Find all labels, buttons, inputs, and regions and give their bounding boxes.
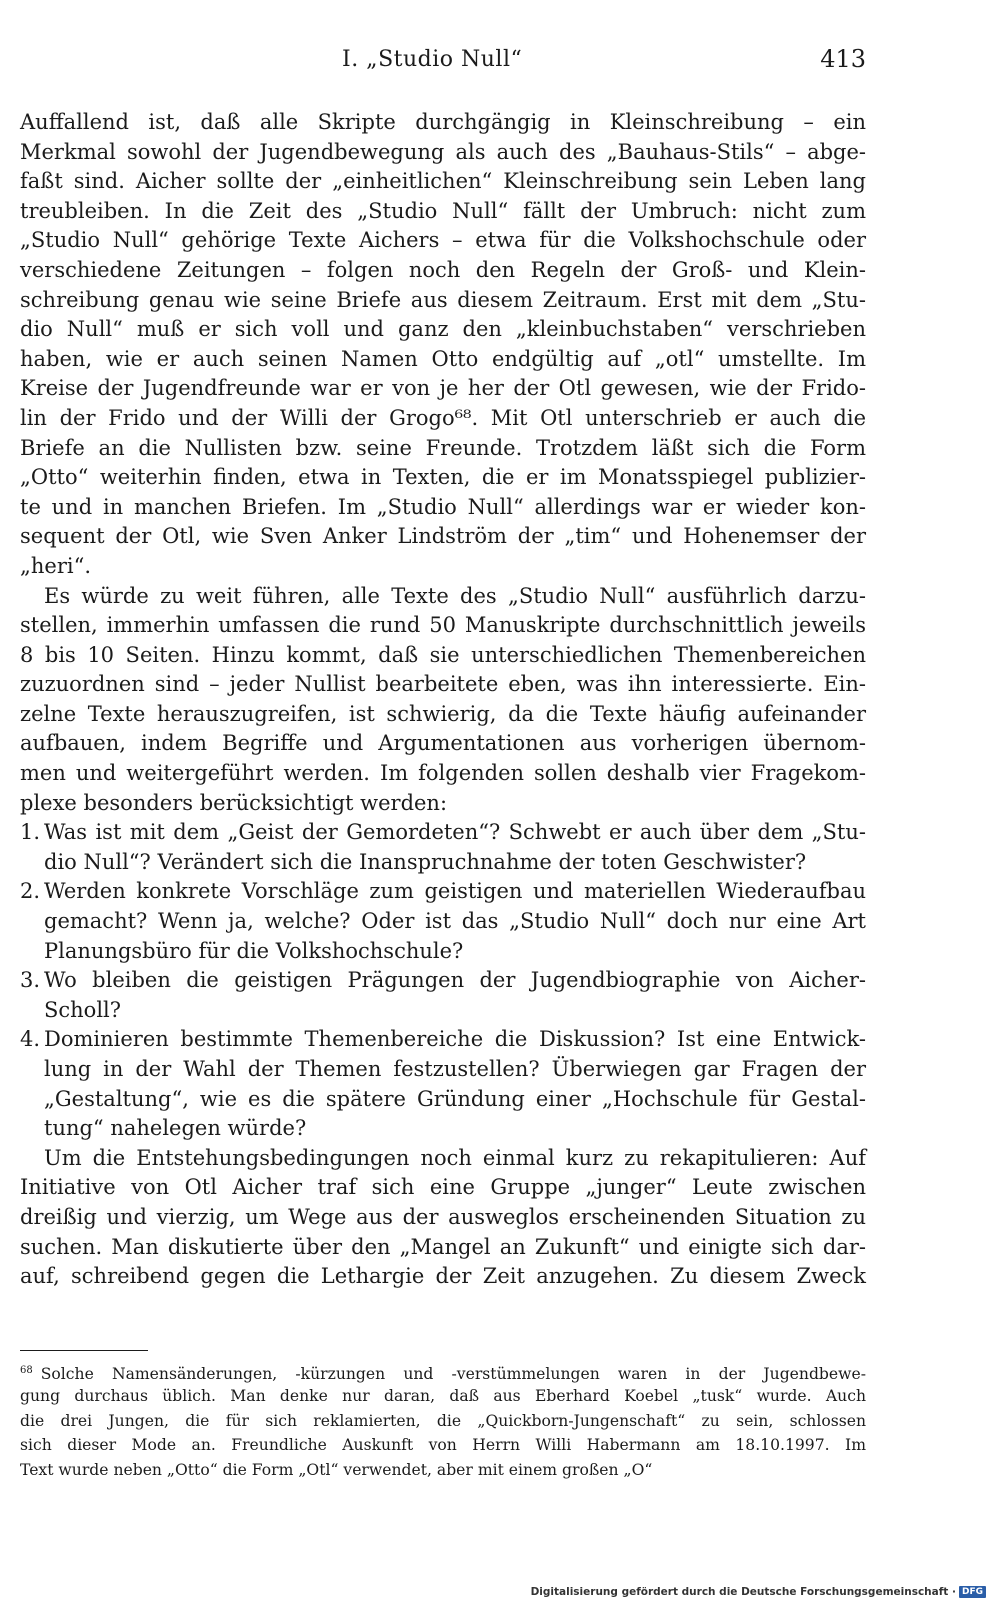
text-line: men und weitergeführt werden. Im folgenden sollen deshalb vier Fragekom-: [20, 761, 866, 786]
footnote-text: Solche Namensänderungen, -kürzungen und -verstümmelungen waren in der Jugendbewe-: [40, 1365, 866, 1384]
text-line: Briefe an die Nullisten bzw. seine Freunde. Trotzdem läßt sich die Form: [20, 435, 866, 460]
text-line: faßt sind. Aicher sollte der „einheitlichen“ Kleinschreibung sein Leben lang: [20, 169, 866, 194]
list-item-text: Werden konkrete Vorschläge zum geistigen und materiellen Wiederaufbau: [44, 879, 866, 904]
text-line: sequent der Otl, wie Sven Anker Lindström der „tim“ und Hohenemser der: [20, 524, 866, 549]
text-line: Merkmal sowohl der Jugendbewegung als auch des „Bauhaus-Stils“ – abge-: [20, 139, 866, 164]
list-item-text: Dominieren bestimmte Themenbereiche die Diskussion? Ist eine Entwick-: [44, 1027, 866, 1052]
text-line: treubleiben. In die Zeit des „Studio Null“ fällt der Umbruch: nicht zum: [20, 198, 866, 223]
digitization-credit: [531, 1586, 986, 1598]
text-line: tung“ nahelegen würde?: [44, 1116, 307, 1141]
list-number: 1.: [20, 820, 41, 845]
text-line: auf, schreibend gegen die Lethargie der Zeit anzugehen. Zu diesem Zweck: [20, 1264, 866, 1289]
footnote-divider: [20, 1350, 148, 1351]
text-line: Es würde zu weit führen, alle Texte des „Studio Null“ ausführlich darzu-: [44, 583, 866, 608]
text-line: zuzuordnen sind – jeder Nullist bearbeitete eben, was ihn interessierte. Ein-: [20, 672, 866, 697]
list-number: 4.: [20, 1027, 41, 1052]
body-text: [20, 108, 866, 1292]
text-line: aufbauen, indem Begriffe und Argumentationen aus vorherigen übernom-: [20, 731, 866, 756]
page-number: 413: [820, 45, 866, 73]
text-line: „Studio Null“ gehörige Texte Aichers – etwa für die Volkshochschule oder: [20, 228, 866, 253]
text-line: dreißig und vierzig, um Wege aus der ausweglos erscheinenden Situation zu: [20, 1204, 866, 1229]
footnotes: [20, 1359, 866, 1483]
list-item: [20, 818, 866, 848]
text-line: Auffallend ist, daß alle Skripte durchgängig in Kleinschreibung – ein: [20, 110, 866, 134]
text-line: te und in manchen Briefen. Im „Studio Null“ allerdings war er wieder kon-: [20, 494, 866, 519]
text-line: dio Null“? Verändert sich die Inanspruchnahme der toten Geschwister?: [44, 849, 807, 874]
list-item: [20, 966, 866, 996]
text-line: zelne Texte herauszugreifen, ist schwierig, da die Texte häufig aufeinander: [20, 701, 866, 726]
text-line: Planungsbüro für die Volkshochschule?: [44, 938, 464, 963]
running-head: I. „Studio Null“: [342, 47, 523, 72]
footnote-line: gung durchaus üblich. Man denke nur daran, daß aus Eberhard Koebel „tusk“ wurde. Auch: [20, 1386, 866, 1405]
list-number: 2.: [20, 879, 41, 904]
text-line: „heri“.: [20, 553, 91, 578]
text-line: Scholl?: [44, 997, 122, 1022]
list-item-text: Was ist mit dem „Geist der Gemordeten“? Schwebt er auch über dem „Stu-: [44, 820, 866, 845]
text-line: gemacht? Wenn ja, welche? Oder ist das „Studio Null“ doch nur eine Art: [44, 909, 866, 934]
text-line: plexe besonders berücksichtigt werden:: [20, 790, 448, 815]
footnote-mark: 68: [20, 1365, 33, 1376]
text-line: Um die Entstehungsbedingungen noch einmal kurz zu rekapitulieren: Auf: [44, 1145, 866, 1170]
text-line: Kreise der Jugendfreunde war er von je her der Otl gewesen, wie der Frido-: [20, 376, 866, 401]
footnote-line: Text wurde neben „Otto“ die Form „Otl“ verwendet, aber mit einem großen „O“: [20, 1461, 653, 1480]
footnote-line: sich dieser Mode an. Freundliche Auskunft von Herrn Willi Habermann am 18.10.1997. Im: [20, 1436, 866, 1455]
text-line: verschiedene Zeitungen – folgen noch den Regeln der Groß- und Klein-: [20, 257, 866, 282]
text-line: suchen. Man diskutierte über den „Mangel an Zukunft“ und einigte sich dar-: [20, 1234, 866, 1259]
text-line: „Gestaltung“, wie es die spätere Gründung einer „Hochschule für Gestal-: [44, 1086, 866, 1111]
text-line: 8 bis 10 Seiten. Hinzu kommt, daß sie unterschiedlichen Themenbereichen: [20, 642, 866, 667]
footnote-line: die drei Jungen, die für sich reklamierten, die „Quickborn-Jungenschaft“ zu sein, schlossen: [20, 1411, 866, 1430]
text-line: schreibung genau wie seine Briefe aus diesem Zeitraum. Erst mit dem „Stu-: [20, 287, 866, 312]
text-line: „Otto“ weiterhin finden, etwa in Texten, die er im Monatsspiegel publizier-: [20, 465, 866, 490]
list-item: [20, 877, 866, 907]
list-number: 3.: [20, 968, 41, 993]
text-line: haben, wie er auch seinen Namen Otto endgültig auf „otl“ umstellte. Im: [20, 346, 866, 371]
list-item-text: Wo bleiben die geistigen Prägungen der Jugendbiographie von Aicher-: [44, 968, 866, 993]
text-line: lin der Frido und der Willi der Grogo⁶⁸. Mit Otl unterschrieb er auch die: [20, 405, 866, 430]
text-line: stellen, immerhin umfassen die rund 50 Manuskripte durchschnittlich jeweils: [20, 613, 866, 638]
page-header: [20, 47, 866, 83]
text-line: Initiative von Otl Aicher traf sich eine Gruppe „junger“ Leute zwischen: [20, 1175, 866, 1200]
credit-text: Digitalisierung gefördert durch die Deutsche Forschungsgemeinschaft ·: [530, 1586, 956, 1598]
dfg-logo: DFG: [959, 1586, 986, 1598]
text-line: lung in der Wahl der Themen festzustellen? Überwiegen gar Fragen der: [44, 1057, 866, 1081]
list-item: [20, 1025, 866, 1055]
text-line: dio Null“ muß er sich voll und ganz den „kleinbuchstaben“ verschrieben: [20, 317, 866, 342]
footnote-line: [20, 1359, 866, 1384]
